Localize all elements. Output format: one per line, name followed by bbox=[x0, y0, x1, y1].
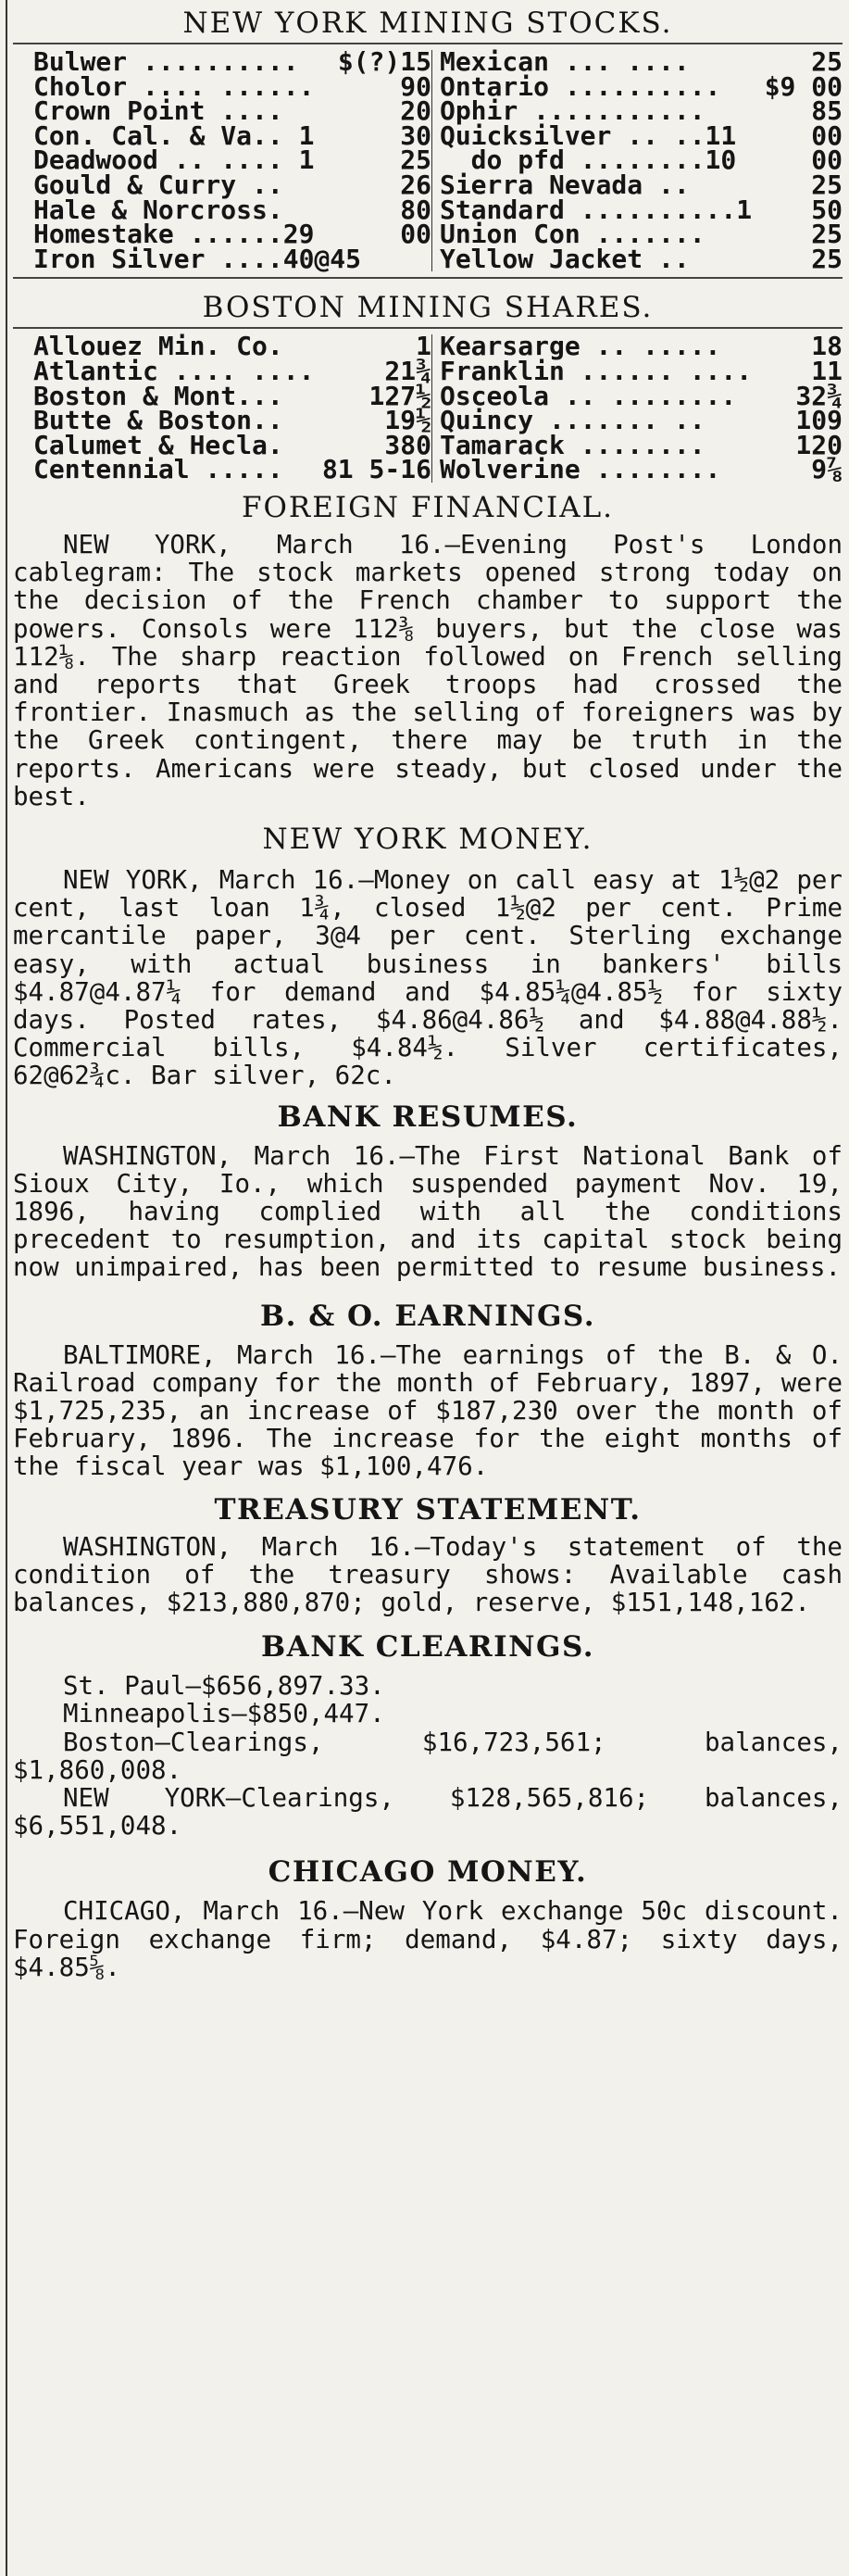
stock-name: Tamarack ........ bbox=[439, 429, 705, 460]
divider bbox=[13, 43, 843, 44]
bank-resumes-title: BANK RESUMES. bbox=[277, 1100, 579, 1134]
table-row bbox=[13, 247, 843, 272]
stock-price: 00 bbox=[811, 145, 843, 176]
stock-price: 80 bbox=[400, 194, 431, 225]
stock-price: 18 bbox=[811, 331, 843, 362]
boston-mining-title: BOSTON MINING SHARES. bbox=[202, 291, 654, 325]
stock-name: Atlantic .... .... bbox=[33, 355, 315, 386]
stock-price: 25 bbox=[811, 219, 843, 250]
stock-price: 20 bbox=[400, 95, 431, 127]
stock-price: 380 bbox=[384, 429, 431, 460]
stock-name: do pfd ........10 bbox=[439, 145, 737, 176]
stock-price: 21¾ bbox=[384, 355, 431, 386]
stock-name: Iron Silver ....40@45 bbox=[33, 243, 362, 274]
stock-name: Crown Point .... bbox=[33, 95, 283, 127]
list-item: NEW YORK—Clearings, $128,565,816; balances, $6,551,048. bbox=[13, 1783, 843, 1841]
stock-price: 127½ bbox=[368, 380, 431, 411]
stock-price: 00 bbox=[400, 219, 431, 250]
stock-name: Sierra Nevada .. bbox=[439, 169, 690, 200]
stock-name: Standard ..........1 bbox=[439, 194, 753, 225]
stock-name: Wolverine ........ bbox=[439, 454, 721, 485]
stock-price: 85 bbox=[811, 95, 843, 127]
boston-mining-table bbox=[13, 331, 843, 485]
stock-price: 11 bbox=[811, 355, 843, 386]
stock-name: Yellow Jacket .. bbox=[439, 243, 690, 274]
stock-name: Kearsarge .. ..... bbox=[439, 331, 721, 362]
stock-price: $9 00 bbox=[764, 70, 843, 102]
divider bbox=[13, 277, 843, 279]
stock-name: Boston & Mont... bbox=[33, 380, 283, 411]
list-item: Minneapolis—$850,447. bbox=[63, 1699, 385, 1729]
stock-price: 1 bbox=[416, 331, 431, 362]
stock-name: Ontario .......... bbox=[439, 70, 721, 102]
stock-name: Gould & Curry .. bbox=[33, 169, 283, 200]
bank-clearings-list bbox=[13, 1672, 843, 1840]
treasury-title: TREASURY STATEMENT. bbox=[214, 1492, 642, 1527]
stock-name: Osceola .. ........ bbox=[439, 380, 737, 411]
chicago-money-title: CHICAGO MONEY. bbox=[268, 1855, 588, 1890]
stock-name: Cholor .... ...... bbox=[33, 70, 315, 102]
stock-price: 25 bbox=[811, 243, 843, 274]
stock-price: 25 bbox=[400, 145, 431, 176]
column-rule bbox=[6, 0, 7, 2576]
stock-price: 26 bbox=[400, 169, 431, 200]
stock-name: Butte & Boston.. bbox=[33, 405, 283, 436]
stock-name: Con. Cal. & Va.. 1 bbox=[33, 119, 315, 151]
stock-name: Centennial ..... bbox=[33, 454, 283, 485]
stock-name: Quincy ....... .. bbox=[439, 405, 705, 436]
bo-earnings-text: BALTIMORE, March 16.—The earnings of the B. & O. Railroad company for the month of February, 1897, were $1,725,235, an increase of $187,230 over the month of February, 1896. The increase for the eight months of the fiscal year was $1,100,476. bbox=[13, 1339, 843, 1482]
treasury-text: WASHINGTON, March 16.—Today's statement of the condition of the treasury shows: Available cash balances, $213,880,870; gold, reserve, $151,148,162. bbox=[13, 1531, 843, 1617]
stock-name: Union Con ....... bbox=[439, 219, 705, 250]
stock-price: 50 bbox=[811, 194, 843, 225]
stock-name: Deadwood .. .... 1 bbox=[33, 145, 315, 176]
stock-name: Bulwer .......... bbox=[33, 46, 299, 77]
bo-earnings-title: B. & O. EARNINGS. bbox=[259, 1299, 595, 1333]
divider bbox=[13, 327, 843, 329]
ny-mining-title: NEW YORK MINING STOCKS. bbox=[182, 6, 673, 40]
table-row bbox=[13, 458, 843, 483]
stock-price: 30 bbox=[400, 119, 431, 151]
chicago-money-text: CHICAGO, March 16.—New York exchange 50c discount. Foreign exchange firm; demand, $4.87; sixty days, $4.85⅝. bbox=[13, 1896, 843, 1982]
stock-name: Quicksilver .. ..11 bbox=[439, 119, 737, 151]
stock-price: 109 bbox=[795, 405, 843, 436]
foreign-financial-text: NEW YORK, March 16.—Evening Post's London cablegram: The stock markets opened strong today on the decision of the French chamber to support the powers. Consols were 112⅜ buyers, but the close was 112⅛. The sharp reaction followed on French selling and reports that Greek troops had crossed the frontier. Inasmuch as the selling of foreigners was by the Greek contingent, there may be truth in the reports. Americans were steady, but closed under the best. bbox=[13, 529, 843, 811]
stock-price: $(?)15 bbox=[337, 46, 431, 77]
ny-mining-table bbox=[13, 46, 843, 274]
market-column bbox=[13, 6, 843, 1981]
stock-price: 00 bbox=[811, 119, 843, 151]
list-item: Boston—Clearings, $16,723,561; balances, $1,860,008. bbox=[13, 1727, 843, 1785]
stock-price: 25 bbox=[811, 46, 843, 77]
foreign-financial-title: FOREIGN FINANCIAL. bbox=[241, 490, 615, 524]
stock-price: 32¾ bbox=[795, 380, 843, 411]
list-item: St. Paul—$656,897.33. bbox=[63, 1671, 385, 1702]
stock-name: Mexican ... .... bbox=[439, 46, 690, 77]
stock-name: Ophir ........... bbox=[439, 95, 705, 127]
ny-money-title: NEW YORK MONEY. bbox=[262, 822, 593, 856]
bank-resumes-text: WASHINGTON, March 16.—The First National Bank of Sioux City, Io., which suspended payment Nov. 19, 1896, having complied with all the conditions precedent to resumption, and its capital stock being now unimpaired, has been permitted to resume business. bbox=[13, 1140, 843, 1283]
stock-name: Homestake ......29 bbox=[33, 219, 315, 250]
stock-price: 9⅞ bbox=[811, 454, 843, 485]
ny-money-text: NEW YORK, March 16.—Money on call easy at 1½@2 per cent, last loan 1¾, closed 1½@2 per cent. Prime mercantile paper, 3@4 per cent. Sterling exchange easy, with actual business in bankers' bills $4.87@4.87¼ for demand and $4.85¼@4.85½ for sixty days. Posted rates, $4.86@4.86½ and $4.88@4.88½. Commercial bills, $4.84½. Silver certificates, 62@62¾c. Bar silver, 62c. bbox=[13, 864, 843, 1091]
stock-price: 120 bbox=[795, 429, 843, 460]
bank-clearings-title: BANK CLEARINGS. bbox=[260, 1630, 595, 1665]
stock-price: 19½ bbox=[384, 405, 431, 436]
stock-name: Franklin ...... .... bbox=[439, 355, 753, 386]
stock-name: Hale & Norcross. bbox=[33, 194, 283, 225]
stock-price: 90 bbox=[400, 70, 431, 102]
stock-name: Allouez Min. Co. bbox=[33, 331, 283, 362]
stock-name: Calumet & Hecla. bbox=[33, 429, 283, 460]
stock-price: 25 bbox=[811, 169, 843, 200]
stock-price: 81 5-16 bbox=[321, 454, 431, 485]
